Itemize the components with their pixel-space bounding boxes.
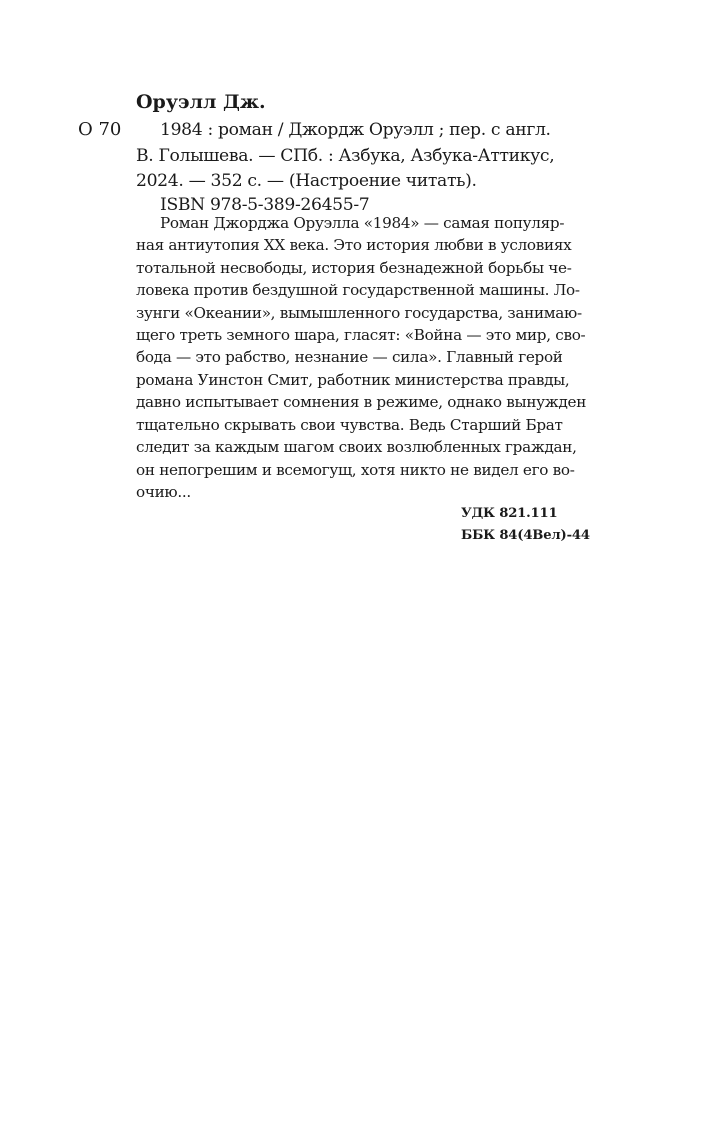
- annotation-line: Роман Джорджа Оруэлла «1984» — самая популяр-: [160, 214, 565, 232]
- annotation-line: очию...: [136, 483, 191, 501]
- annotation-line: щего треть земного шара, гласят: «Война — это мир, сво-: [136, 326, 586, 344]
- author-mark: О 70: [78, 119, 122, 140]
- udk-index: УДК 821.111: [461, 506, 558, 521]
- isbn: ISBN 978-5-389-26455-7: [160, 195, 370, 215]
- annotation-line: бода — это рабство, незнание — сила». Главный герой: [136, 348, 563, 366]
- biblio-line: 2024. — 352 с. — (Настроение читать).: [136, 171, 477, 191]
- annotation-line: давно испытывает сомнения в режиме, однако вынужден: [136, 393, 587, 411]
- annotation-line: зунги «Океании», вымышленного государства, занимаю-: [136, 304, 582, 322]
- bbk-index: ББК 84(4Вел)-44: [461, 528, 590, 543]
- annotation-line: он непогрешим и всемогущ, хотя никто не видел его во-: [136, 461, 575, 479]
- author-heading: Оруэлл Дж.: [136, 91, 266, 113]
- annotation-line: ловека против бездушной государственной машины. Ло-: [136, 281, 580, 299]
- annotation-line: романа Уинстон Смит, работник министерства правды,: [136, 371, 570, 389]
- annotation-line: следит за каждым шагом своих возлюбленных граждан,: [136, 438, 577, 456]
- annotation-line: тотальной несвободы, история безнадежной борьбы че-: [136, 259, 572, 277]
- biblio-line: В. Голышева. — СПб. : Азбука, Азбука-Аттикус,: [136, 146, 555, 166]
- biblio-line: 1984 : роман / Джордж Оруэлл ; пер. с англ.: [160, 120, 551, 140]
- annotation-line: ная антиутопия XX века. Это история любви в условиях: [136, 236, 572, 254]
- annotation-line: тщательно скрывать свои чувства. Ведь Старший Брат: [136, 416, 563, 434]
